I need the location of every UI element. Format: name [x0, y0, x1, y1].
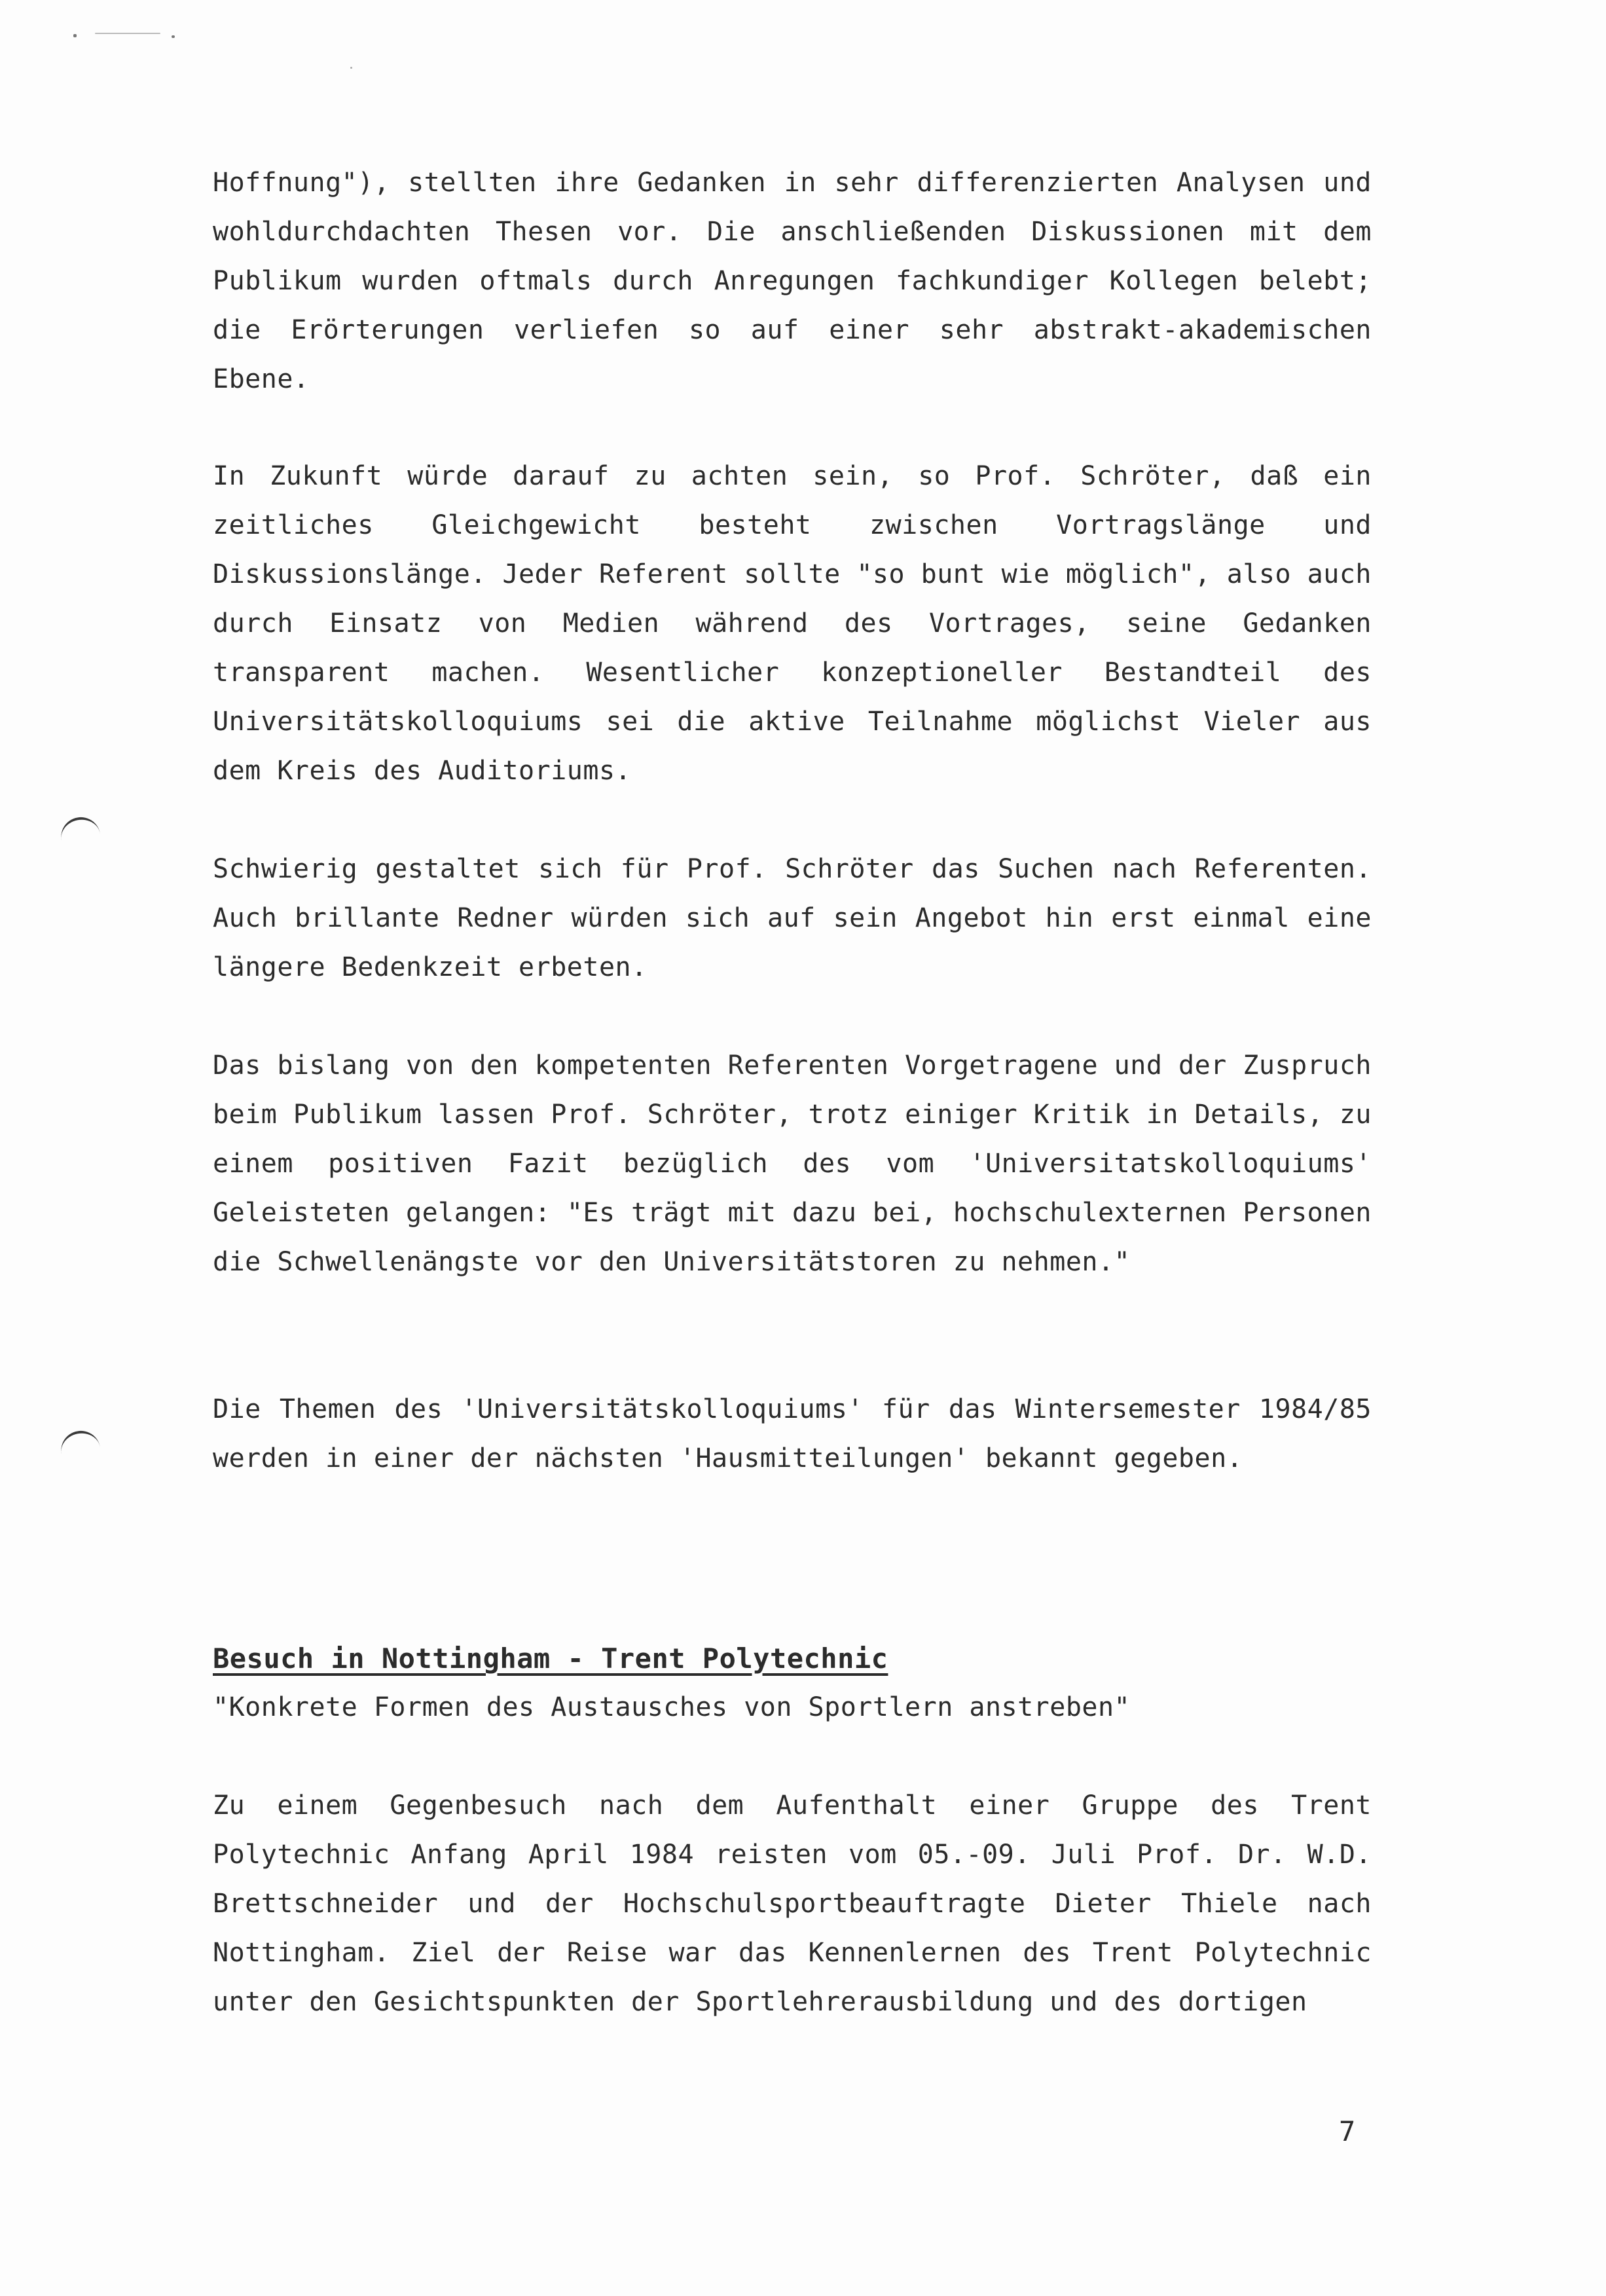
section-heading: Besuch in Nottingham - Trent Polytechnic — [213, 1642, 888, 1675]
body-paragraph — [213, 1781, 1372, 2027]
body-paragraph — [213, 452, 1372, 796]
body-paragraph — [213, 1041, 1372, 1287]
scan-speck — [350, 67, 352, 69]
paragraph-text: Hoffnung"), stellten ihre Gedanken in sehr differenzierten Analysen und wohldurchdachten Thesen vor. Die anschließenden Diskussionen mit dem Publikum wurden oftmals durch Anregungen fachkundiger Kollegen belebt; die Erörterungen verliefen so auf einer sehr abstrakt-akademischen Ebene. — [213, 168, 1372, 394]
paragraph-text: Schwierig gestaltet sich für Prof. Schröter das Suchen nach Referenten. Auch brillante Redner würden sich auf sein Angebot hin erst einmal eine längere Bedenkzeit erbeten. — [213, 854, 1372, 982]
scan-speck — [73, 34, 77, 37]
section-subheading: "Konkrete Formen des Austausches von Sportlern anstreben" — [213, 1692, 1131, 1722]
page-number: 7 — [1339, 2115, 1356, 2147]
scan-speck — [172, 35, 175, 38]
body-paragraph — [213, 158, 1372, 404]
body-paragraph — [213, 845, 1372, 992]
paragraph-text: Zu einem Gegenbesuch nach dem Aufenthalt einer Gruppe des Trent Polytechnic Anfang April 1984 reisten vom 05.-09. Juli Prof. Dr. W.D. Brettschneider und der Hochschulsportbeauftragte Dieter Thiele nach Nottingham. Ziel der Reise war das Kennenlernen des Trent Polytechnic unter den Gesichtspunkten der Sportlehrerausbildung und des dortigen — [213, 1790, 1372, 2017]
punch-hole-mark — [58, 814, 102, 849]
scan-speck — [95, 33, 160, 34]
paragraph-text: Das bislang von den kompetenten Referenten Vorgetragene und der Zuspruch beim Publikum lassen Prof. Schröter, trotz einiger Kritik in Details, zu einem positiven Fazit bezüglich des vom 'Universitatskolloquiums' Geleisteten gelangen: "Es trägt mit dazu bei, hochschulexternen Personen die Schwellenängste vor den Universitätstoren zu nehmen." — [213, 1050, 1372, 1277]
paragraph-text: Die Themen des 'Universitätskolloquiums' für das Wintersemester 1984/85 werden in einer der nächsten 'Hausmitteilungen' bekannt gegeben. — [213, 1394, 1372, 1473]
body-paragraph — [213, 1385, 1372, 1483]
punch-hole-mark — [58, 1428, 102, 1463]
paragraph-text: In Zukunft würde darauf zu achten sein, so Prof. Schröter, daß ein zeitliches Gleichgewicht besteht zwischen Vortragslänge und Diskussionslänge. Jeder Referent sollte "so bunt wie möglich", also auch durch Einsatz von Medien während des Vortrages, seine Gedanken transparent machen. Wesentlicher konzeptioneller Bestandteil des Universitätskolloquiums sei die aktive Teilnahme möglichst Vieler aus dem Kreis des Auditoriums. — [213, 461, 1372, 786]
